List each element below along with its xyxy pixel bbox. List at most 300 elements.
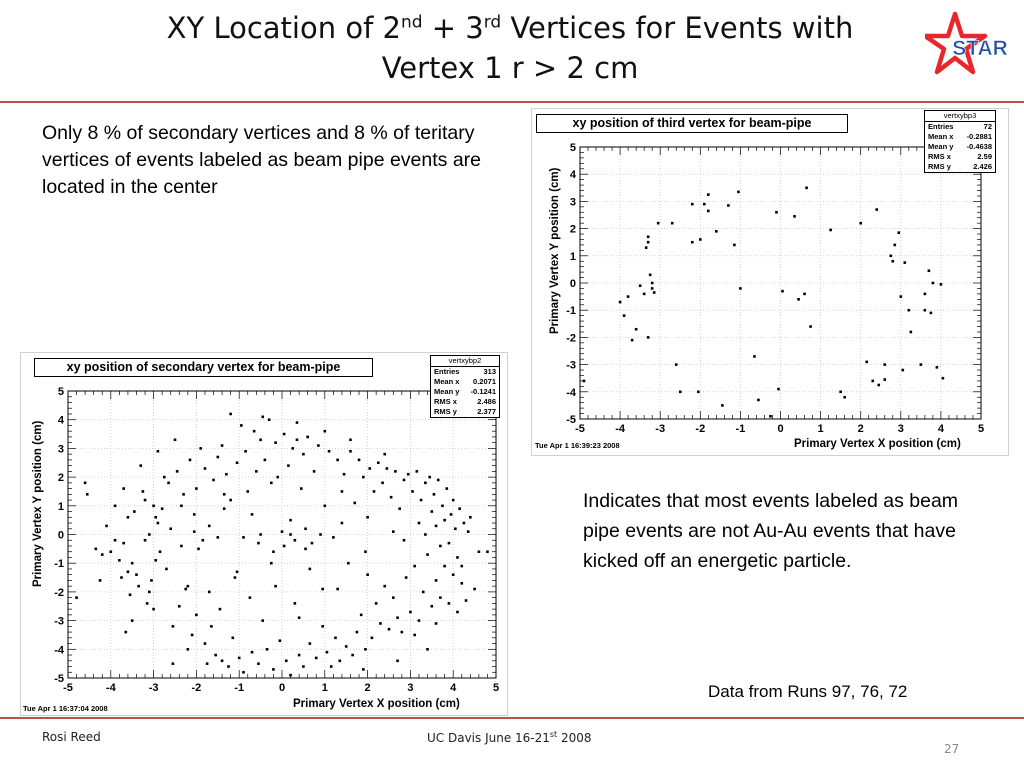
secondary-vertex-y-tick-label: 1 (57, 500, 64, 513)
third-vertex-data-point (679, 391, 682, 394)
secondary-vertex-data-point (184, 588, 187, 591)
third-vertex-data-point (797, 298, 800, 301)
secondary-vertex-data-point (202, 539, 205, 542)
secondary-vertex-data-point (137, 585, 140, 588)
secondary-vertex-data-point (157, 450, 160, 453)
secondary-vertex-data-point (206, 662, 209, 665)
secondary-vertex-data-point (373, 490, 376, 493)
secondary-vertex-data-point (460, 565, 463, 568)
secondary-vertex-data-point (304, 527, 307, 530)
title-superscript: rd (483, 12, 502, 33)
third-vertex-data-point (671, 222, 674, 225)
secondary-vertex-data-point (407, 473, 410, 476)
footer-event-superscript: st (549, 730, 558, 739)
secondary-vertex-data-point (101, 553, 104, 556)
secondary-vertex-data-point (223, 493, 226, 496)
third-vertex-data-point (910, 331, 913, 334)
third-vertex-data-point (651, 287, 654, 290)
stats-name: vertxybp2 (431, 356, 499, 367)
third-vertex-data-point (721, 404, 724, 407)
third-vertex-x-axis-label: Primary Vertex X position (cm) (794, 438, 961, 450)
stats-label: Mean y (928, 142, 954, 151)
secondary-vertex-x-tick-label: -4 (105, 682, 116, 694)
third-vertex-y-tick-label: 4 (569, 169, 576, 182)
third-vertex-x-tick-label: -3 (655, 423, 666, 435)
secondary-vertex-data-point (289, 519, 292, 522)
secondary-vertex-data-point (426, 553, 429, 556)
secondary-vertex-data-point (266, 648, 269, 651)
stats-label: Entries (928, 122, 954, 131)
secondary-vertex-data-point (217, 456, 220, 459)
third-vertex-data-point (908, 309, 911, 312)
secondary-vertex-data-point (360, 614, 363, 617)
third-vertex-data-point (877, 384, 880, 387)
stats-row (925, 162, 995, 172)
third-vertex-y-tick-label: -2 (566, 332, 576, 345)
secondary-vertex-data-point (311, 542, 314, 545)
third-vertex-data-point (940, 283, 943, 286)
third-vertex-x-tick-label: 0 (777, 423, 784, 435)
secondary-vertex-data-point (437, 479, 440, 482)
stats-value: 72 (983, 122, 992, 131)
secondary-vertex-data-point (110, 550, 113, 553)
secondary-vertex-data-point (300, 487, 303, 490)
third-vertex-stats-box (924, 110, 996, 173)
secondary-vertex-data-point (392, 530, 395, 533)
secondary-vertex-data-point (236, 461, 239, 464)
secondary-vertex-data-point (435, 579, 438, 582)
third-vertex-data-point (623, 314, 626, 317)
secondary-vertex-data-point (193, 530, 196, 533)
secondary-vertex-data-point (388, 628, 391, 631)
secondary-vertex-plot (20, 352, 508, 716)
page-number: 27 (944, 742, 960, 756)
footer-event-year: 2008 (557, 731, 592, 745)
secondary-vertex-data-point (146, 602, 149, 605)
secondary-vertex-y-tick-label: -5 (54, 673, 64, 685)
secondary-vertex-data-point (253, 430, 256, 433)
stats-label: Mean y (434, 387, 460, 396)
secondary-vertex-data-point (298, 616, 301, 619)
secondary-vertex-data-point (394, 470, 397, 473)
third-vertex-data-point (871, 380, 874, 383)
secondary-vertex-data-point (418, 522, 421, 525)
secondary-vertex-data-point (255, 470, 258, 473)
secondary-vertex-data-point (142, 490, 145, 493)
secondary-vertex-y-tick-label: -3 (54, 615, 64, 628)
secondary-vertex-data-point (383, 453, 386, 456)
stats-row (431, 397, 499, 407)
secondary-vertex-data-point (114, 505, 117, 508)
secondary-vertex-data-point (127, 516, 130, 519)
secondary-vertex-data-point (135, 573, 138, 576)
secondary-vertex-data-point (356, 631, 359, 634)
third-vertex-x-tick-label: -4 (615, 423, 625, 435)
secondary-vertex-data-point (272, 668, 275, 671)
secondary-vertex-data-point (238, 657, 241, 660)
star-logo-icon (925, 10, 1011, 82)
secondary-vertex-x-tick-label: 0 (278, 682, 286, 694)
title-text-part: + 3 (422, 11, 484, 45)
secondary-vertex-data-point (189, 459, 192, 462)
header-divider (0, 101, 1024, 103)
secondary-vertex-y-tick-label: 0 (57, 529, 64, 542)
third-vertex-data-point (775, 211, 778, 214)
secondary-vertex-data-point (324, 430, 327, 433)
third-vertex-data-point (703, 203, 706, 206)
secondary-vertex-data-point (448, 542, 451, 545)
stats-row (925, 142, 995, 152)
secondary-vertex-data-point (478, 550, 481, 553)
secondary-vertex-data-point (154, 516, 157, 519)
third-vertex-data-point (645, 246, 648, 249)
third-vertex-y-tick-label: 1 (569, 250, 576, 263)
secondary-vertex-data-point (268, 418, 271, 421)
secondary-vertex-data-point (338, 659, 341, 662)
secondary-vertex-x-tick-label: -3 (148, 682, 159, 694)
secondary-vertex-data-point (454, 527, 457, 530)
secondary-vertex-data-point (261, 416, 264, 419)
secondary-vertex-data-point (159, 550, 162, 553)
secondary-vertex-data-point (285, 659, 288, 662)
secondary-vertex-data-point (172, 625, 175, 628)
secondary-vertex-y-tick-label: -1 (54, 558, 64, 571)
secondary-vertex-data-point (124, 631, 127, 634)
secondary-vertex-data-point (435, 622, 438, 625)
stats-row (431, 377, 499, 387)
secondary-vertex-data-point (227, 665, 230, 668)
secondary-vertex-data-point (154, 559, 157, 562)
third-vertex-data-point (928, 269, 931, 272)
secondary-vertex-data-point (309, 642, 312, 645)
secondary-vertex-data-point (460, 582, 463, 585)
secondary-vertex-data-point (152, 608, 155, 611)
secondary-vertex-data-point (328, 450, 331, 453)
secondary-vertex-data-point (319, 533, 322, 536)
secondary-vertex-data-point (411, 490, 414, 493)
secondary-vertex-data-point (424, 482, 427, 485)
third-vertex-data-point (627, 295, 630, 298)
secondary-vertex-data-point (131, 562, 134, 565)
third-vertex-data-point (583, 380, 586, 383)
third-vertex-x-tick-label: 4 (937, 423, 944, 435)
secondary-vertex-data-point (326, 651, 329, 654)
stats-value: 2.486 (477, 397, 496, 406)
third-vertex-data-point (793, 215, 796, 218)
secondary-vertex-data-point (445, 487, 448, 490)
secondary-vertex-data-point (341, 490, 344, 493)
secondary-vertex-data-point (152, 505, 155, 508)
third-vertex-data-point (859, 222, 862, 225)
third-vertex-data-point (883, 363, 886, 366)
secondary-vertex-data-point (144, 539, 147, 542)
secondary-vertex-data-point (165, 568, 168, 571)
secondary-vertex-data-point (283, 545, 286, 548)
secondary-vertex-data-point (236, 571, 239, 574)
secondary-vertex-data-point (321, 625, 324, 628)
third-vertex-data-point (675, 363, 678, 366)
footer-divider (0, 717, 1024, 719)
secondary-vertex-data-point (204, 642, 207, 645)
secondary-vertex-data-point (345, 645, 348, 648)
stats-row (925, 122, 995, 132)
secondary-vertex-data-point (401, 631, 404, 634)
secondary-vertex-data-point (231, 637, 234, 640)
secondary-vertex-data-point (167, 482, 170, 485)
secondary-vertex-data-point (172, 662, 175, 665)
secondary-vertex-data-point (467, 530, 470, 533)
secondary-vertex-data-point (452, 499, 455, 502)
stats-value: -0.2881 (966, 132, 992, 141)
stats-row (925, 132, 995, 142)
secondary-vertex-data-point (321, 588, 324, 591)
third-vertex-y-tick-label: -4 (566, 386, 576, 399)
secondary-vertex-data-point (157, 522, 160, 525)
secondary-vertex-data-point (246, 490, 249, 493)
secondary-vertex-data-point (289, 533, 292, 536)
secondary-vertex-data-point (332, 536, 335, 539)
third-vertex-data-point (699, 238, 702, 241)
third-vertex-y-tick-label: 0 (569, 278, 576, 290)
secondary-vertex-data-point (420, 499, 423, 502)
stats-value: 2.377 (477, 407, 496, 416)
secondary-vertex-data-point (317, 444, 320, 447)
secondary-vertex-data-point (366, 573, 369, 576)
secondary-vertex-x-tick-label: -1 (234, 682, 245, 694)
secondary-vertex-data-point (281, 530, 284, 533)
third-vertex-data-point (631, 339, 634, 342)
secondary-vertex-data-point (456, 556, 459, 559)
secondary-vertex-data-point (229, 413, 232, 416)
secondary-vertex-data-point (294, 602, 297, 605)
third-vertex-data-point (930, 312, 933, 315)
third-vertex-data-point (839, 391, 842, 394)
third-vertex-data-point (924, 309, 927, 312)
note-left: Only 8 % of secondary vertices and 8 % of teritary vertices of events labeled as beam pipe events are located in the center (42, 122, 482, 198)
secondary-vertex-data-point (383, 585, 386, 588)
secondary-vertex-data-point (208, 525, 211, 528)
third-vertex-data-point (875, 208, 878, 211)
secondary-vertex-data-point (259, 438, 262, 441)
secondary-vertex-data-point (270, 482, 273, 485)
third-vertex-x-tick-label: -2 (695, 423, 706, 435)
secondary-vertex-data-point (362, 668, 365, 671)
third-vertex-data-point (733, 244, 736, 247)
secondary-vertex-data-point (217, 536, 220, 539)
secondary-vertex-data-point (296, 421, 299, 424)
secondary-vertex-y-tick-label: -2 (54, 586, 64, 599)
secondary-vertex-data-point (259, 533, 262, 536)
stats-row (431, 387, 499, 397)
stats-name: vertxybp3 (925, 111, 995, 122)
secondary-vertex-data-point (296, 438, 299, 441)
secondary-vertex-data-point (441, 505, 444, 508)
secondary-vertex-data-point (283, 433, 286, 436)
secondary-vertex-data-point (347, 562, 350, 565)
secondary-vertex-data-point (197, 548, 200, 551)
secondary-vertex-data-point (214, 654, 217, 657)
third-vertex-data-point (657, 222, 660, 225)
secondary-vertex-data-point (435, 525, 438, 528)
third-vertex-data-point (865, 361, 868, 364)
third-vertex-y-tick-label: -3 (566, 359, 576, 372)
secondary-vertex-data-point (242, 671, 245, 674)
secondary-vertex-data-point (409, 611, 412, 614)
secondary-vertex-data-point (187, 648, 190, 651)
secondary-vertex-data-point (178, 605, 181, 608)
secondary-vertex-data-point (163, 476, 166, 479)
third-vertex-data-point (893, 244, 896, 247)
third-vertex-data-point (753, 355, 756, 358)
stats-row (925, 152, 995, 162)
stats-value: 0.2071 (473, 377, 496, 386)
secondary-vertex-data-point (341, 522, 344, 525)
footer-event (427, 730, 592, 745)
secondary-vertex-data-point (366, 516, 369, 519)
third-vertex-data-point (920, 363, 923, 366)
third-vertex-data-point (924, 293, 927, 296)
third-vertex-data-point (647, 336, 650, 339)
third-vertex-data-point (900, 295, 903, 298)
title-text-part: XY Location of 2 (166, 11, 401, 45)
stats-row (431, 407, 499, 417)
title-text-part: Vertices for Events with (501, 11, 854, 45)
stats-label: Entries (434, 367, 460, 376)
stats-row (431, 367, 499, 377)
slide-title (100, 8, 920, 88)
secondary-vertex-data-point (274, 441, 277, 444)
secondary-vertex-data-point (349, 450, 352, 453)
secondary-vertex-data-point (336, 588, 339, 591)
third-vertex-timestamp: Tue Apr 1 16:39:23 2008 (535, 441, 620, 450)
secondary-vertex-data-point (276, 476, 279, 479)
secondary-vertex-data-point (403, 479, 406, 482)
secondary-vertex-data-point (298, 654, 301, 657)
secondary-vertex-data-point (257, 662, 260, 665)
secondary-vertex-data-point (439, 545, 442, 548)
secondary-vertex-data-point (413, 634, 416, 637)
stats-label: Mean x (434, 377, 460, 386)
third-vertex-data-point (843, 396, 846, 399)
secondary-vertex-data-point (229, 499, 232, 502)
star-logo (925, 10, 1011, 82)
secondary-vertex-data-point (450, 513, 453, 516)
secondary-vertex-data-point (302, 665, 305, 668)
secondary-vertex-data-point (358, 459, 361, 462)
secondary-vertex-data-point (187, 585, 190, 588)
secondary-vertex-data-point (309, 568, 312, 571)
stats-value: 2.59 (977, 152, 992, 161)
secondary-vertex-data-point (463, 522, 466, 525)
secondary-vertex-data-point (174, 438, 177, 441)
secondary-vertex-data-point (324, 505, 327, 508)
secondary-vertex-data-point (443, 565, 446, 568)
secondary-vertex-data-point (448, 602, 451, 605)
secondary-vertex-data-point (208, 591, 211, 594)
secondary-vertex-data-point (257, 542, 260, 545)
secondary-vertex-data-point (431, 605, 434, 608)
secondary-vertex-data-point (75, 596, 78, 599)
secondary-vertex-data-point (114, 539, 117, 542)
third-vertex-data-point (781, 290, 784, 293)
secondary-vertex-data-point (180, 505, 183, 508)
secondary-vertex-data-point (274, 585, 277, 588)
secondary-vertex-data-point (379, 622, 382, 625)
secondary-vertex-data-point (219, 608, 222, 611)
secondary-vertex-data-point (353, 502, 356, 505)
title-superscript: nd (400, 12, 423, 33)
secondary-vertex-data-point (223, 507, 226, 510)
third-vertex-data-point (715, 230, 718, 233)
secondary-vertex-data-point (443, 519, 446, 522)
secondary-vertex-data-point (287, 464, 290, 467)
secondary-vertex-data-point (458, 507, 461, 510)
third-vertex-data-point (902, 369, 905, 372)
secondary-vertex-x-tick-label: 3 (407, 682, 414, 694)
secondary-vertex-plot-title: xy position of secondary vertex for beam-pipe (34, 358, 373, 377)
secondary-vertex-x-axis-label: Primary Vertex X position (cm) (293, 698, 460, 710)
secondary-vertex-data-point (221, 659, 224, 662)
secondary-vertex-data-point (127, 571, 130, 574)
third-vertex-y-tick-label: 3 (569, 196, 576, 209)
secondary-vertex-data-point (371, 637, 374, 640)
third-vertex-data-point (942, 377, 945, 380)
secondary-vertex-y-tick-label: 5 (57, 386, 64, 398)
secondary-vertex-data-point (304, 548, 307, 551)
secondary-vertex-y-tick-label: 2 (57, 472, 64, 485)
secondary-vertex-data-point (122, 542, 125, 545)
secondary-vertex-data-point (381, 482, 384, 485)
third-vertex-x-tick-label: -1 (735, 423, 746, 435)
secondary-vertex-data-point (176, 470, 179, 473)
secondary-vertex-data-point (105, 525, 108, 528)
third-vertex-x-tick-label: 2 (857, 423, 864, 435)
secondary-vertex-stats-box (430, 355, 500, 418)
third-vertex-data-point (647, 235, 650, 238)
secondary-vertex-data-point (225, 473, 228, 476)
stats-value: 2.426 (973, 162, 992, 171)
secondary-vertex-data-point (465, 599, 468, 602)
secondary-vertex-x-tick-label: -2 (191, 682, 202, 694)
secondary-vertex-data-point (351, 654, 354, 657)
secondary-vertex-data-point (392, 596, 395, 599)
third-vertex-data-point (697, 391, 700, 394)
third-vertex-y-axis-label: Primary Vertex Y position (cm) (549, 167, 561, 334)
secondary-vertex-data-point (193, 513, 196, 516)
note-right: Indicates that most events labeled as beam pipe events are not Au-Au events that have kicked off an energetic particle. (583, 490, 959, 572)
secondary-vertex-y-tick-label: -4 (54, 644, 64, 657)
secondary-vertex-data-point (486, 550, 489, 553)
secondary-vertex-data-point (148, 591, 151, 594)
secondary-vertex-data-point (364, 550, 367, 553)
third-vertex-data-point (649, 274, 652, 277)
secondary-vertex-data-point (242, 536, 245, 539)
footer-author: Rosi Reed (42, 730, 101, 744)
stats-value: -0.1241 (470, 387, 496, 396)
third-vertex-data-point (805, 187, 808, 190)
third-vertex-x-tick-label: 5 (977, 423, 985, 435)
secondary-vertex-data-point (334, 637, 337, 640)
secondary-vertex-data-point (294, 539, 297, 542)
secondary-vertex-data-point (418, 619, 421, 622)
secondary-vertex-data-point (469, 516, 472, 519)
secondary-vertex-data-point (306, 436, 309, 439)
secondary-vertex-data-point (426, 648, 429, 651)
secondary-vertex-data-point (148, 533, 151, 536)
secondary-vertex-data-point (195, 487, 198, 490)
secondary-vertex-data-point (313, 470, 316, 473)
secondary-vertex-data-point (398, 507, 401, 510)
